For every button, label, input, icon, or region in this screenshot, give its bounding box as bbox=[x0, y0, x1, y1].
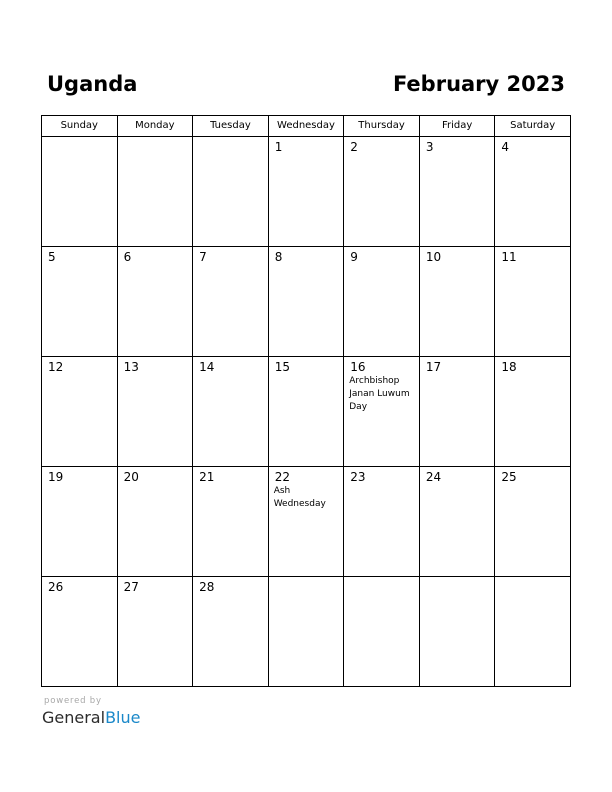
day-cell bbox=[344, 357, 420, 467]
day-cell bbox=[268, 137, 344, 247]
week-row bbox=[42, 137, 571, 247]
day-cell bbox=[117, 577, 193, 687]
day-cell bbox=[117, 467, 193, 577]
logo-general-text: General bbox=[42, 708, 106, 727]
day-number: 7 bbox=[199, 250, 207, 264]
day-number: 22 bbox=[274, 470, 290, 484]
day-cell bbox=[42, 137, 118, 247]
day-number: 2 bbox=[350, 140, 358, 154]
week-row bbox=[42, 357, 571, 467]
generalblue-logo bbox=[42, 708, 140, 728]
day-number: 21 bbox=[199, 470, 215, 484]
weekday-header-row bbox=[42, 116, 571, 137]
week-row bbox=[42, 467, 571, 577]
day-cell bbox=[344, 247, 420, 357]
day-number: 17 bbox=[425, 360, 442, 374]
weekday-header: Friday bbox=[419, 116, 495, 137]
day-cell bbox=[117, 247, 193, 357]
weekday-header: Thursday bbox=[344, 116, 420, 137]
weekday-header: Saturday bbox=[495, 116, 571, 137]
day-number: 9 bbox=[350, 250, 358, 264]
day-cell bbox=[419, 577, 495, 687]
day-number: 20 bbox=[123, 470, 139, 484]
day-number: 1 bbox=[274, 140, 283, 154]
day-number: 27 bbox=[123, 580, 139, 594]
day-cell bbox=[193, 467, 269, 577]
day-cell bbox=[495, 577, 571, 687]
day-number: 19 bbox=[48, 470, 64, 484]
day-cell bbox=[495, 137, 571, 247]
day-number: 14 bbox=[199, 360, 215, 374]
day-cell bbox=[42, 577, 118, 687]
day-cell bbox=[268, 467, 344, 577]
calendar-grid bbox=[41, 115, 571, 687]
day-cell bbox=[419, 137, 495, 247]
day-cell bbox=[419, 467, 495, 577]
day-cell bbox=[495, 467, 571, 577]
week-row bbox=[42, 247, 571, 357]
day-number: 25 bbox=[501, 470, 517, 484]
holiday-label: Archbishop Janan Luwum Day bbox=[349, 376, 410, 412]
day-cell bbox=[419, 357, 495, 467]
day-cell bbox=[268, 357, 344, 467]
day-cell bbox=[117, 357, 193, 467]
day-number: 10 bbox=[425, 250, 442, 264]
day-number: 13 bbox=[123, 360, 139, 374]
day-cell bbox=[193, 137, 269, 247]
day-cell bbox=[344, 137, 420, 247]
day-cell bbox=[42, 357, 118, 467]
day-cell bbox=[344, 577, 420, 687]
month-year-title: February 2023 bbox=[392, 72, 565, 96]
brand-footer bbox=[42, 696, 140, 728]
day-cell bbox=[42, 247, 118, 357]
day-cell bbox=[344, 467, 420, 577]
day-cell bbox=[268, 577, 344, 687]
weekday-header: Monday bbox=[117, 116, 193, 137]
week-row bbox=[42, 577, 571, 687]
weekday-header: Sunday bbox=[42, 116, 118, 137]
day-number: 26 bbox=[48, 580, 64, 594]
day-number: 6 bbox=[123, 250, 132, 264]
day-cell bbox=[268, 247, 344, 357]
day-number: 3 bbox=[425, 140, 434, 154]
day-number: 15 bbox=[274, 360, 290, 374]
day-cell bbox=[495, 247, 571, 357]
day-number: 8 bbox=[274, 250, 283, 264]
day-number: 23 bbox=[350, 470, 366, 484]
day-number: 24 bbox=[425, 470, 442, 484]
weekday-header: Tuesday bbox=[193, 116, 269, 137]
calendar-body bbox=[42, 137, 571, 687]
holiday-label: Ash Wednesday bbox=[273, 486, 326, 509]
weekday-header: Wednesday bbox=[268, 116, 344, 137]
day-cell bbox=[117, 137, 193, 247]
day-cell bbox=[495, 357, 571, 467]
country-title: Uganda bbox=[47, 72, 138, 96]
day-number: 12 bbox=[48, 360, 64, 374]
day-number: 28 bbox=[199, 580, 215, 594]
day-number: 16 bbox=[350, 360, 366, 374]
day-cell bbox=[193, 357, 269, 467]
day-number: 5 bbox=[48, 250, 56, 264]
day-cell bbox=[193, 247, 269, 357]
powered-by-text: powered by bbox=[44, 696, 102, 706]
day-cell bbox=[419, 247, 495, 357]
day-number: 18 bbox=[501, 360, 517, 374]
day-cell bbox=[193, 577, 269, 687]
day-number: 11 bbox=[501, 250, 517, 264]
logo-blue-text: Blue bbox=[105, 708, 141, 727]
day-number: 4 bbox=[501, 140, 510, 154]
day-cell bbox=[42, 467, 118, 577]
